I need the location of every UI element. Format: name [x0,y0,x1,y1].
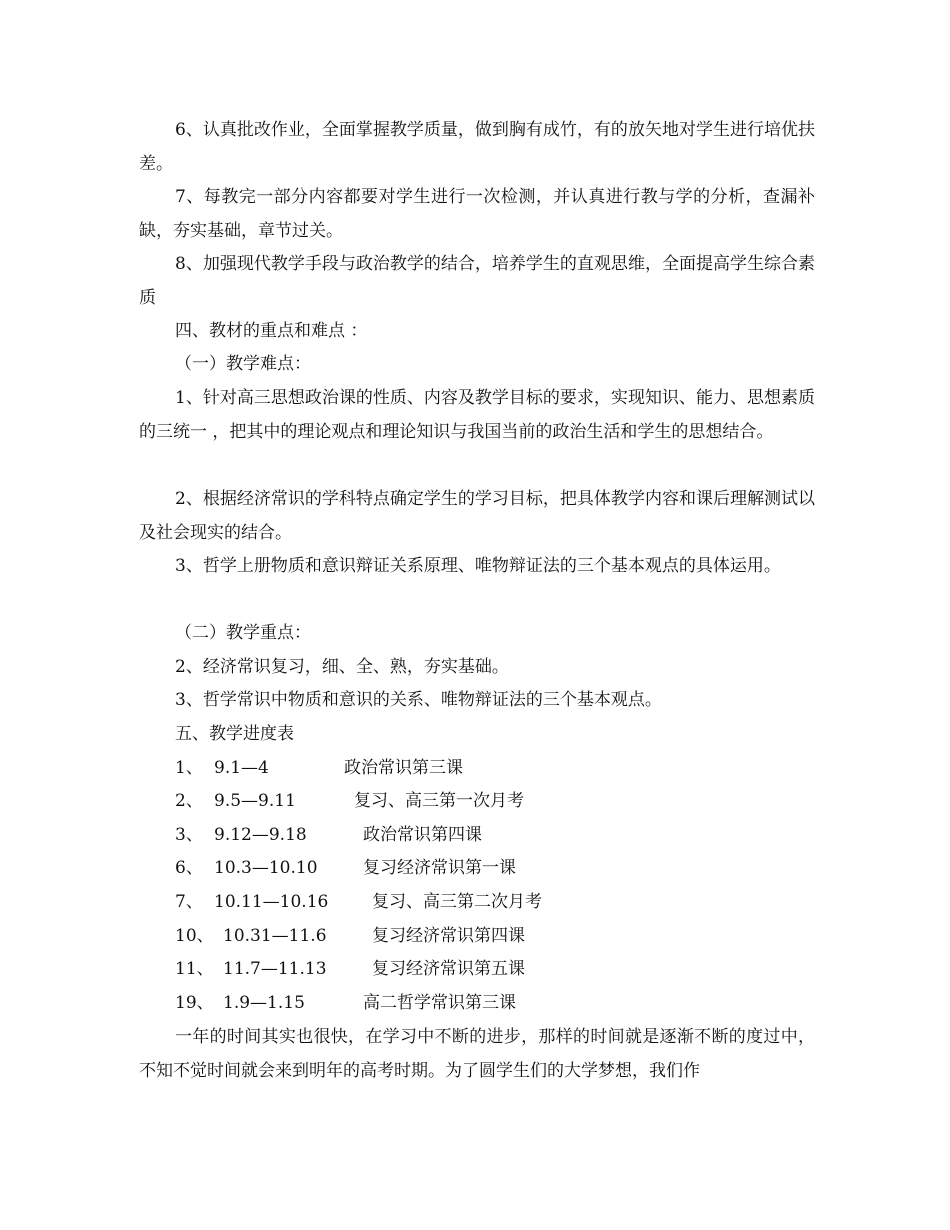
schedule-number: 7、 [175,892,203,912]
section-heading-5: 五、教学进度表 [175,724,294,744]
schedule-date: 10.11—10.16 [214,892,329,912]
schedule-date: 10.31—11.6 [223,926,327,946]
difficulty-point-3: 3、哲学上册物质和意识辩证关系原理、唯物辩证法的三个基本观点的具体运用。 [175,556,781,576]
subheading-key: （二）教学重点： [175,623,311,643]
schedule-item: 复习、高三第二次月考 [372,892,542,912]
schedule-number: 11、 [175,959,214,979]
schedule-date: 9.1—4 [214,758,269,778]
schedule-item: 复习经济常识第一课 [363,858,516,878]
paragraph-item-8: 8、加强现代教学手段与政治教学的结合，培养学生的直观思维，全面提高学生综合素质 [139,254,815,308]
key-point-2: 2、经济常识复习，细、全、熟，夯实基础。 [175,657,509,677]
subheading-difficulty: （一）教学难点： [175,354,311,374]
schedule-item: 政治常识第三课 [344,758,463,778]
closing-paragraph: 一年的时间其实也很快，在学习中不断的进步，那样的时间就是逐渐不断的度过中，不知不觉时间就会来到明年的高考时期。为了圆学生们的大学梦想，我们作 [139,1027,815,1081]
schedule-item: 高二哲学常识第三课 [363,993,516,1013]
difficulty-point-2: 2、根据经济常识的学科特点确定学生的学习目标，把具体教学内容和课后理解测试以及社会现实的结合。 [139,489,815,543]
schedule-number: 2、 [175,791,203,811]
paragraph-item-7: 7、每教完一部分内容都要对学生进行一次检测，并认真进行教与学的分析，查漏补缺，夯实基础，章节过关。 [139,187,815,241]
section-heading-4: 四、教材的重点和难点 ： [175,321,368,341]
difficulty-point-1: 1、针对高三思想政治课的性质、内容及教学目标的要求，实现知识、能力、思想素质的三统一 ，把其中的理论观点和理论知识与我国当前的政治生活和学生的思想结合。 [139,388,815,442]
schedule-number: 10、 [175,926,214,946]
schedule-date: 1.9—1.15 [223,993,305,1013]
key-point-3: 3、哲学常识中物质和意识的关系、唯物辩证法的三个基本观点。 [175,690,662,710]
paragraph-item-6: 6、认真批改作业，全面掌握教学质量，做到胸有成竹，有的放矢地对学生进行培优扶差。 [139,120,815,174]
schedule-date: 9.5—9.11 [214,791,296,811]
schedule-item: 复习经济常识第四课 [372,926,525,946]
schedule-date: 10.3—10.10 [214,858,318,878]
schedule-number: 1、 [175,758,203,778]
schedule-number: 3、 [175,825,203,845]
schedule-item: 政治常识第四课 [363,825,482,845]
schedule-date: 9.12—9.18 [214,825,307,845]
schedule-number: 19、 [175,993,214,1013]
schedule-item: 复习、高三第一次月考 [354,791,524,811]
schedule-date: 11.7—11.13 [223,959,327,979]
schedule-number: 6、 [175,858,203,878]
schedule-item: 复习经济常识第五课 [372,959,525,979]
